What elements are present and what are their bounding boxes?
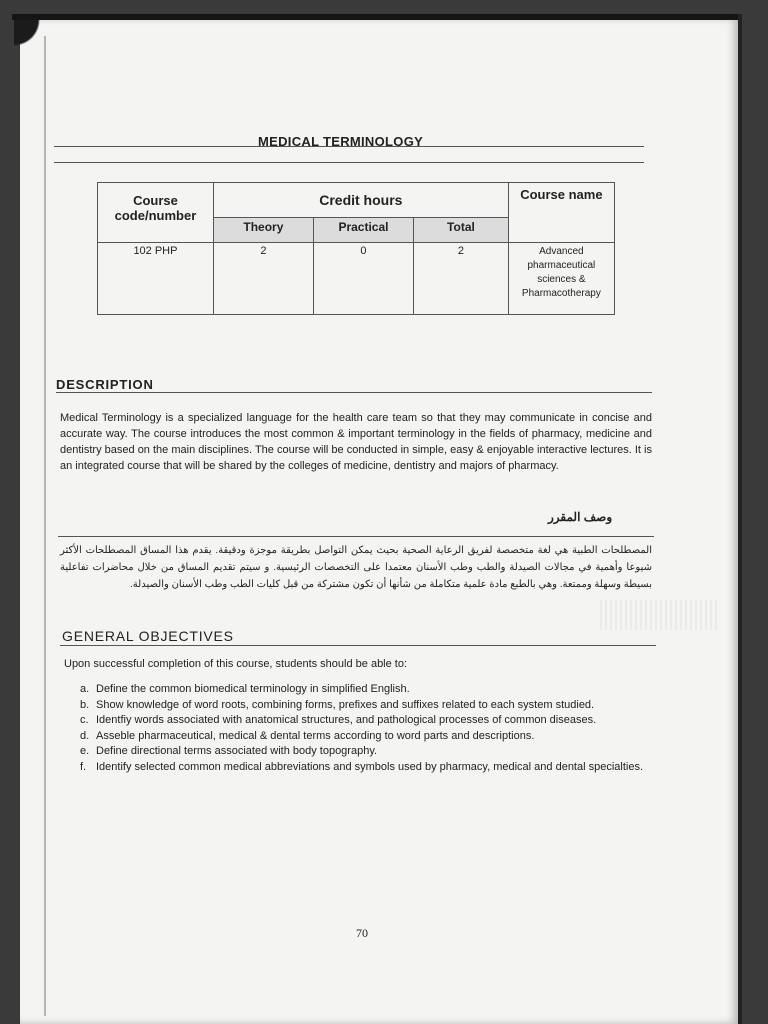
description-heading: DESCRIPTION <box>56 377 154 392</box>
arabic-description-heading: وصف المقرر <box>548 510 613 524</box>
margin-line <box>44 36 46 1016</box>
description-text: Medical Terminology is a specialized language for the health care team so that they may communicate in concise and accurate way. The course introduces the most common & important terminology in the fields of pharmacy, medicine and dentistry based on the main disciplines. The course will be conducted in simple, easy & enjoyable interactive lectures. It is an integrated course that will be shared by the colleges of medicine, dentistry and majors of pharmacy. <box>60 412 652 472</box>
document-page <box>20 18 740 1024</box>
objectives-intro: Upon successful completion of this course, students should be able to: <box>64 658 408 670</box>
page-number: 70 <box>356 926 368 940</box>
list-item: d. Asseble pharmaceutical, medical & dental terms according to word parts and descriptions. <box>80 729 535 742</box>
course-name-header: Course name <box>508 183 614 243</box>
course-table <box>97 182 615 315</box>
list-item: c. Identfiy words associated with anatomical structures, and pathological processes of common diseases. <box>80 714 597 726</box>
list-item: f. Identify selected common medical abbreviations and symbols used by pharmacy, medical and dental specialties. <box>80 760 644 773</box>
list-item: a. Define the common biomedical terminology in simplified English. <box>80 683 410 695</box>
total-cell: 2 <box>414 243 509 315</box>
title-rule-bottom <box>54 162 644 163</box>
scan-corner-shadow <box>14 20 54 60</box>
objectives-list <box>70 682 670 775</box>
description-rule <box>56 392 652 393</box>
objectives-heading: GENERAL OBJECTIVES <box>62 628 234 644</box>
scan-noise <box>600 600 720 630</box>
practical-cell: 0 <box>313 243 413 315</box>
practical-header: Practical <box>313 218 413 243</box>
objectives-rule <box>60 645 656 646</box>
arabic-description-text: المصطلحات الطبية هي لغة متخصصة لفريق الرعاية الصحية بحيث يمكن التواصل بطريقة موجزة ودقيقة. يقدم هذا المساق المصطلحات الأكثر شيوعا وأهمية في مجالات الصيدلة والطب وطب الأسنان معتمدا على التخصصات الرئيسية. و سيتم تقديم المساق من خلال محاضرات تفاعلية بسيطة وسهلة وممتعة. وهي بالطبع مادة علمية متكاملة من شأنها أن تكون مشتركة من قبل كليات الطب وطب الأسنان والصيدلة. <box>60 545 652 590</box>
page-title: MEDICAL TERMINOLOGY <box>258 134 424 149</box>
course-name-cell: Advanced pharmaceutical sciences & Pharmacotherapy <box>508 243 614 315</box>
code-header: Course code/number <box>98 183 214 243</box>
list-item: b. Show knowledge of word roots, combining forms, prefixes and suffixes related to each system studied. <box>80 698 595 711</box>
course-code-cell: 102 PHP <box>98 243 214 315</box>
scan-top-edge <box>12 14 742 20</box>
credit-hours-header: Credit hours <box>213 183 508 218</box>
arabic-rule <box>58 536 654 537</box>
theory-cell: 2 <box>213 243 313 315</box>
scan-right-edge <box>738 14 742 1024</box>
list-item: e. Define directional terms associated with body topography. <box>80 745 378 757</box>
total-header: Total <box>414 218 509 243</box>
theory-header: Theory <box>213 218 313 243</box>
